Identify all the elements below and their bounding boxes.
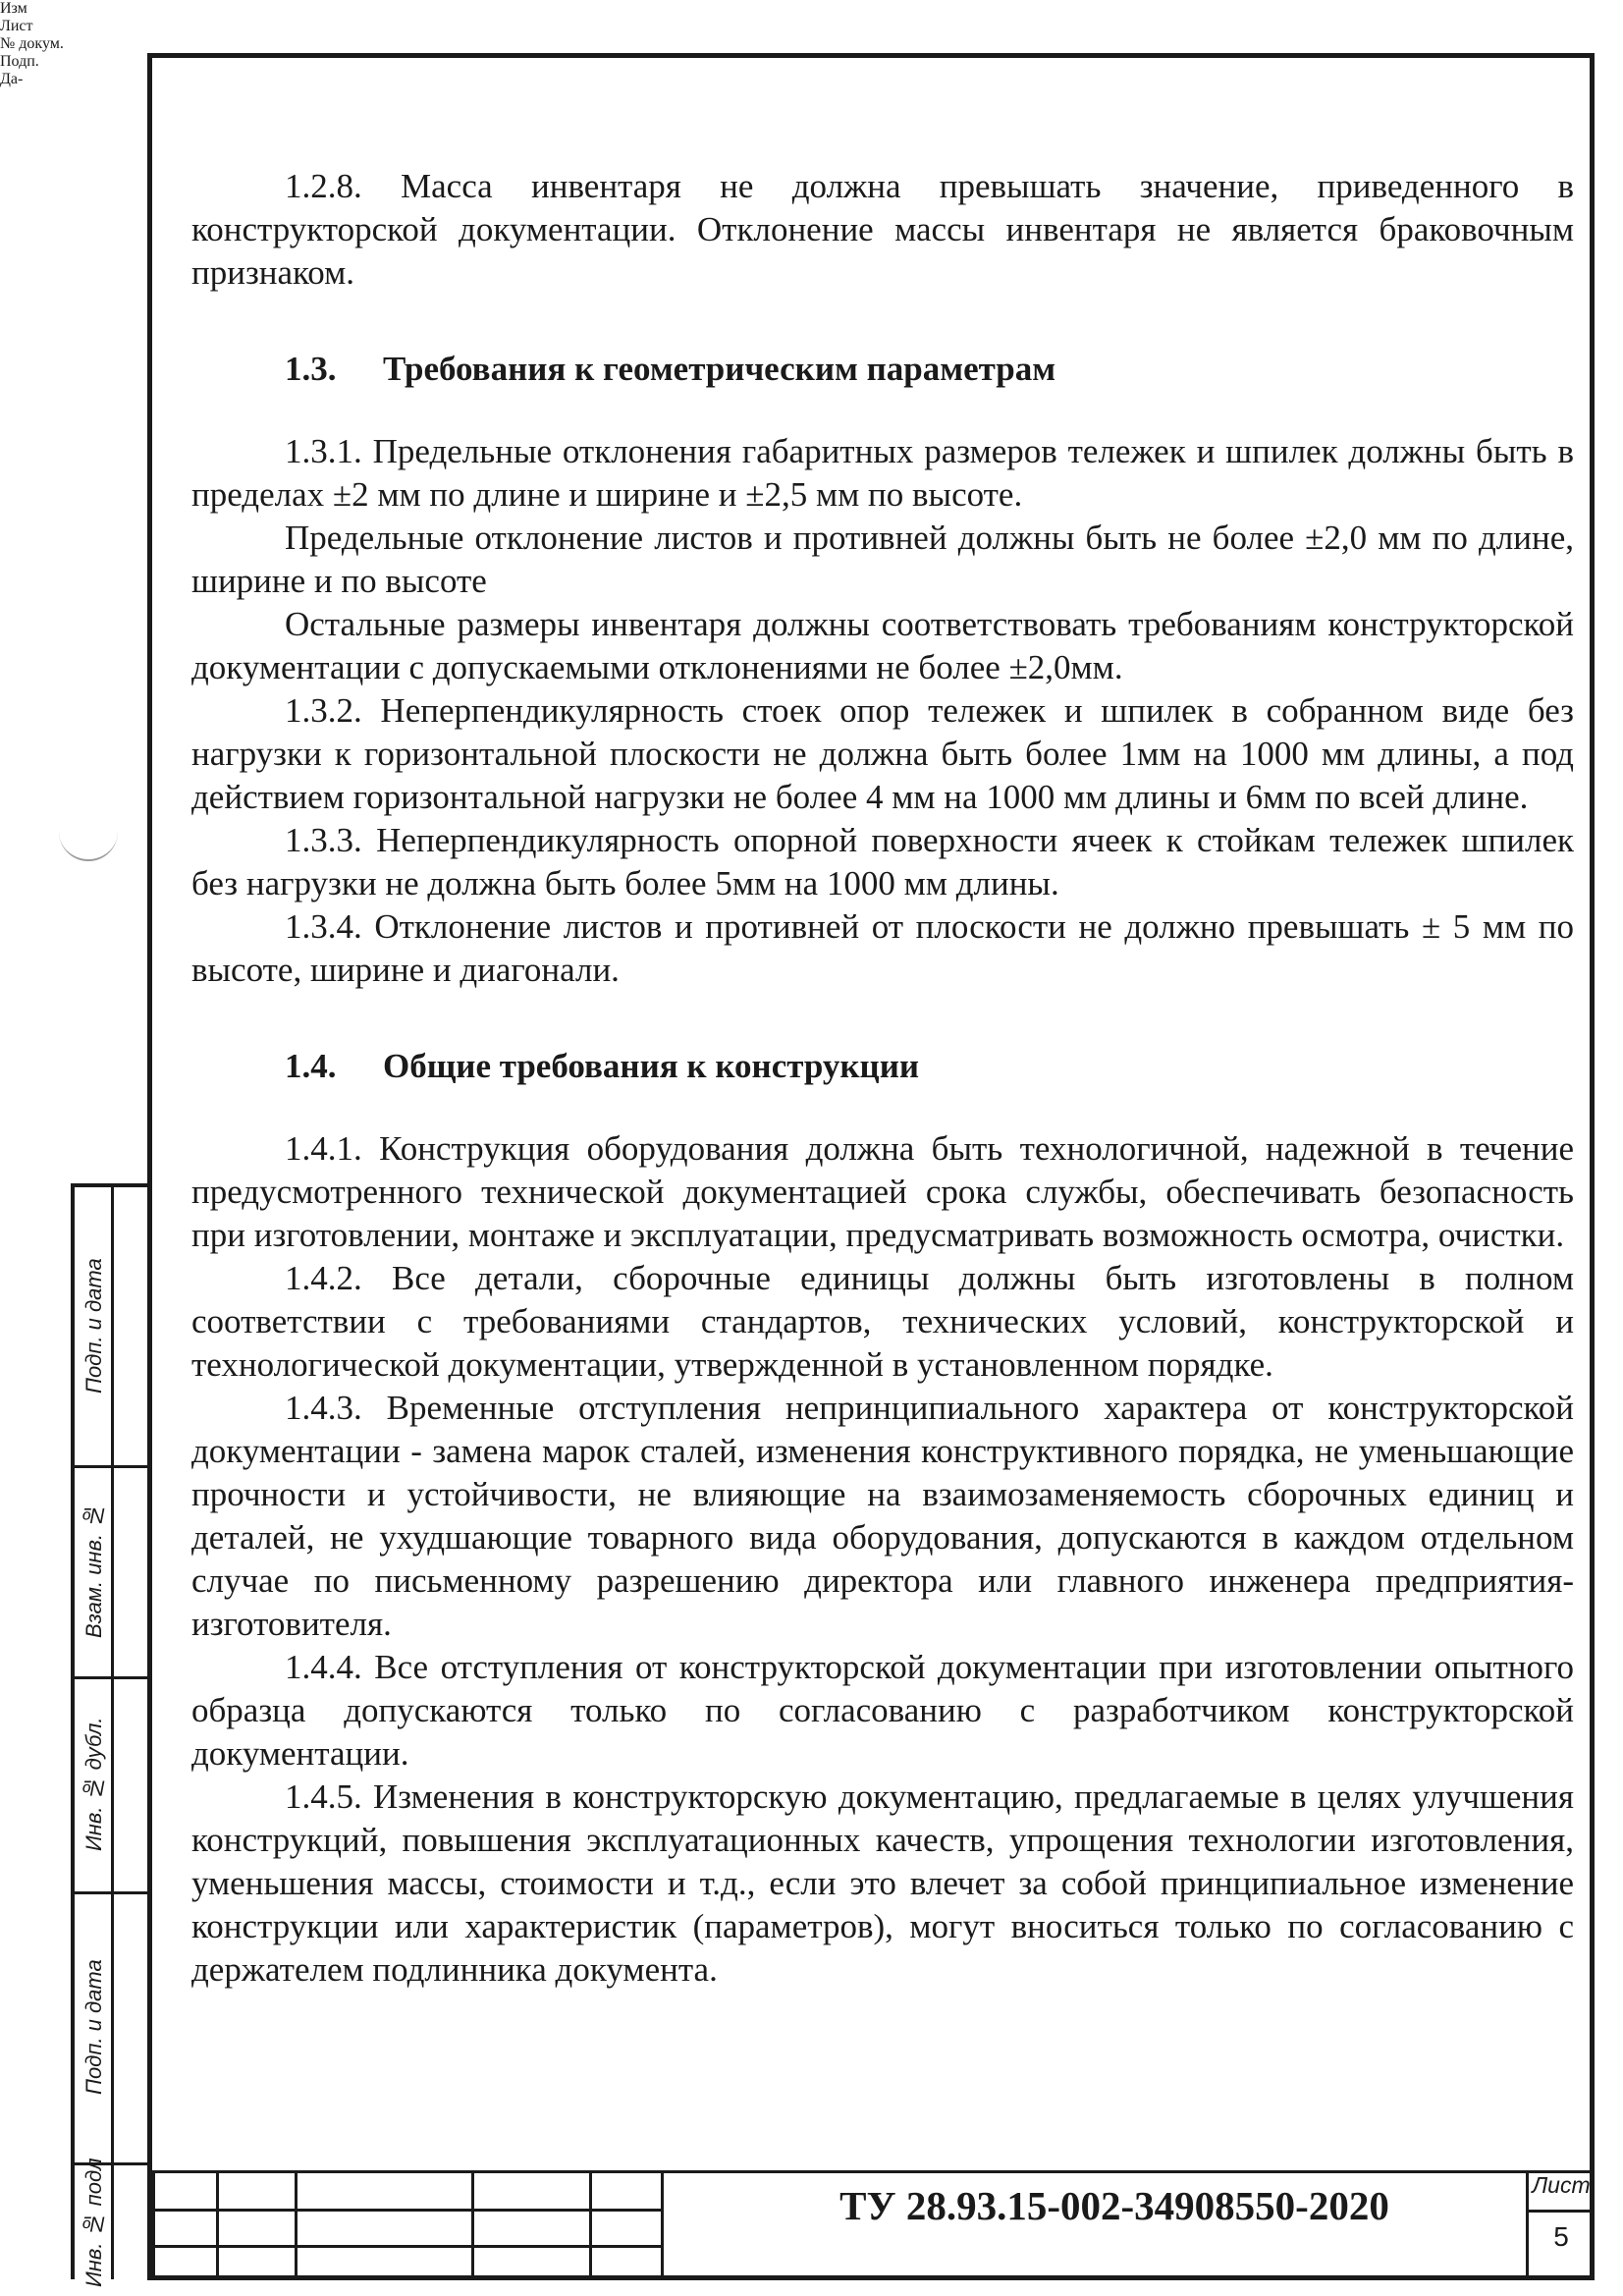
heading-1-4 (191, 1045, 1574, 1088)
podp-data-label: Подп. и дата (81, 1258, 106, 1394)
heading-number: 1.4. (285, 1047, 337, 1085)
paragraph-1-3-2: 1.3.2. Неперпендикулярность стоек опор тележек и шпилек в собранном виде без нагрузки к горизонтальной плоскости не должна быть более 1мм на 1000 мм длины, а под действием горизонтальной нагрузки не более 4 мм на 1000 мм длины и 6мм по всей длине. (191, 691, 1574, 816)
document-body (191, 165, 1574, 1992)
sheet-number: 5 (1553, 2221, 1569, 2252)
podp-data-label-2: Подп. и дата (81, 1959, 106, 2095)
paragraph-1-4-1: 1.4.1. Конструкция оборудования должна быть технологичной, надежной в течение предусмотренного технической документацией срока службы, обеспечивать безопасность при изготовлении, монтаже и эксплуатации, предусматривать возможность осмотра, очистки. (191, 1129, 1574, 1254)
paragraph-1-4-3: 1.4.3. Временные отступления непринципиального характера от конструкторской документации - замена марок сталей, изменения конструктивного порядка, не уменьшающие прочности и устойчивости, не влияющие на взаимозаменяемость сборочных единиц и деталей, не ухудшающие товарного вида оборудования, допускаются в каждом отдельном случае по письменному разрешению директора или главного инженера предприятия-изготовителя. (191, 1389, 1574, 1643)
paragraph-1-3-1c: Остальные размеры инвентаря должны соответствовать требованиям конструкторской документации с допускаемыми отклонениями не более ±2,0мм. (191, 605, 1574, 686)
podp-label: Подп. (0, 53, 39, 70)
dokum-label: № докум. (0, 35, 64, 52)
heading-title: Общие требования к конструкции (383, 1047, 920, 1085)
vzam-inv-label: Взам. инв. № (81, 1503, 106, 1639)
paragraph-1-4-4: 1.4.4. Все отступления от конструкторской документации при изготовлении опытного образца допускаются только по согласованию с разработчиком конструкторской документации. (191, 1648, 1574, 1773)
paragraph-1-4-5: 1.4.5. Изменения в конструкторскую документацию, предлагаемые в целях улучшения конструкций, повышения эксплуатационных качеств, упрощения технологии изготовления, уменьшения массы, стоимости и т.д., если это влечет за собой принципиальное изменение конструкции или характеристик (параметров), могут вноситься только по согласованию с держателем подлинника документа. (191, 1777, 1574, 1989)
data-label: Да- (0, 71, 24, 87)
punch-hole-mark (59, 830, 118, 861)
heading-1-3 (191, 348, 1574, 391)
list-label: Лист (0, 18, 33, 34)
inv-podl-label: Инв. № подл (81, 2158, 106, 2288)
paragraph-1-3-1b: Предельные отклонение листов и противней должны быть не более ±2,0 мм по длине, ширине и по высоте (191, 519, 1574, 600)
paragraph-1-3-4: 1.3.4. Отклонение листов и противней от плоскости не должно превышать ± 5 мм по высоте, ширине и диагонали. (191, 907, 1574, 989)
inv-dubl-label: Инв. № дубл. (81, 1717, 106, 1851)
heading-title: Требования к геометрическим параметрам (383, 350, 1056, 388)
paragraph-1-4-2: 1.4.2. Все детали, сборочные единицы должны быть изготовлены в полном соответствии с требованиями стандартов, технических условий, конструкторской и технологической документации, утвержденной в установленном порядке. (191, 1259, 1574, 1384)
sheet-label: Лист (1532, 2172, 1591, 2198)
side-stamp (71, 1183, 152, 2288)
document-designation: ТУ 28.93.15-002-34908550-2020 (839, 2183, 1389, 2228)
izm-label: Изм (0, 0, 27, 17)
paragraph-1-3-3: 1.3.3. Неперпендикулярность опорной поверхности ячеек к стойкам тележек шпилек без нагрузки не должна быть более 5мм на 1000 мм длины. (191, 821, 1574, 902)
paragraph-1-2-8: 1.2.8. Масса инвентаря не должна превышать значение, приведенного в конструкторской документации. Отклонение массы инвентаря не является браковочным признаком. (191, 167, 1574, 292)
heading-number: 1.3. (285, 350, 337, 388)
paragraph-1-3-1: 1.3.1. Предельные отклонения габаритных размеров тележек и шпилек должны быть в пределах ±2 мм по длине и ширине и ±2,5 мм по высоте. (191, 432, 1574, 514)
